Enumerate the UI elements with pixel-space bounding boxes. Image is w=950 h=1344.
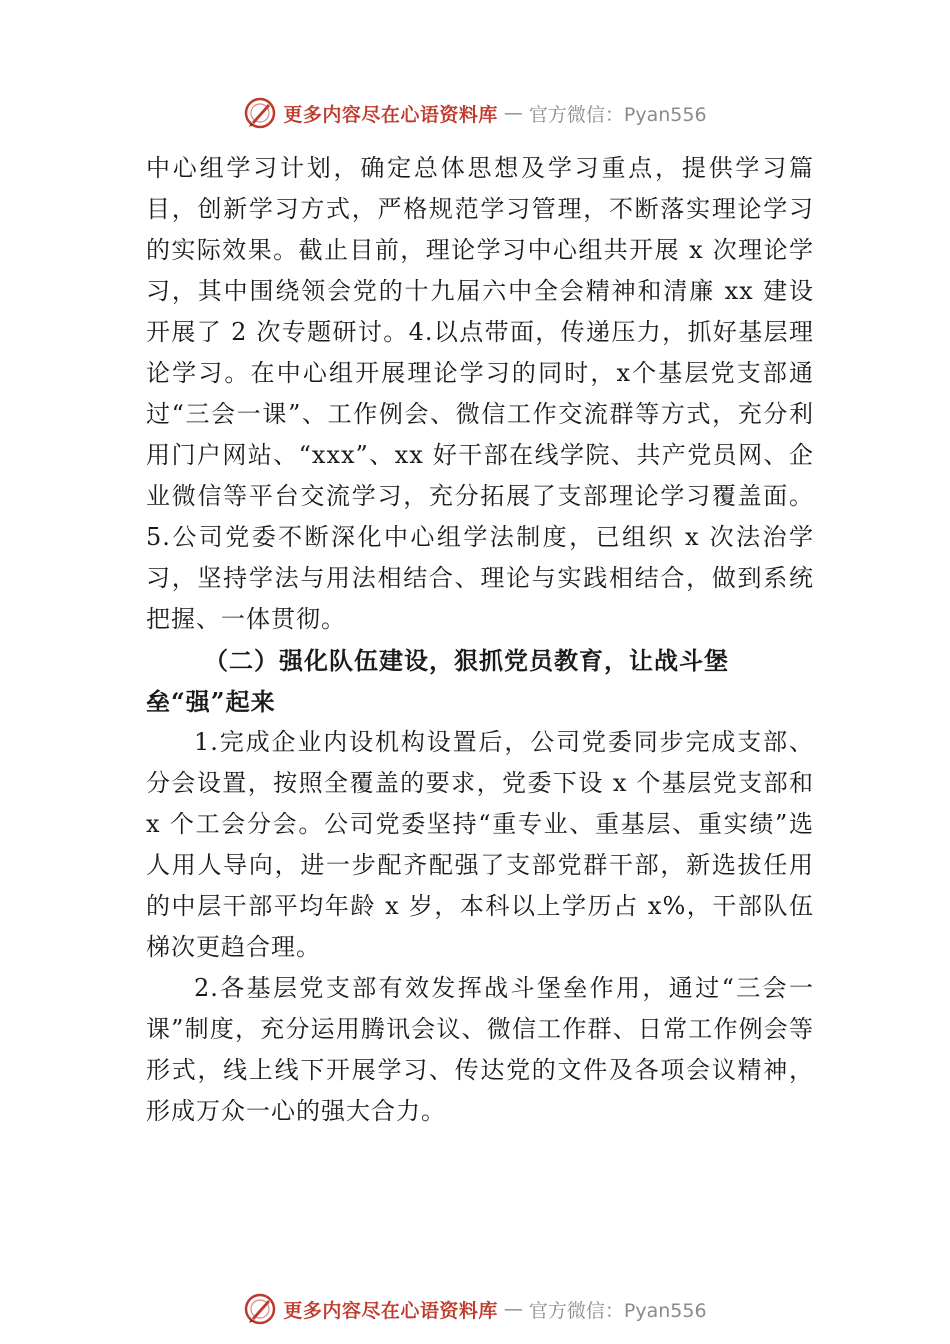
watermark-separator: —: [503, 102, 523, 124]
brush-logo-icon: [243, 96, 277, 130]
watermark-separator: —: [503, 1298, 523, 1320]
footer-watermark: [0, 1292, 950, 1326]
brush-logo-icon: [243, 1292, 277, 1326]
section-heading: （二）强化队伍建设，狠抓党员教育，让战斗堡垒“强”起来: [146, 646, 729, 716]
watermark-brand: 更多内容尽在心语资料库: [283, 1299, 498, 1322]
paragraph-point-2: 2.各基层党支部有效发挥战斗堡垒作用，通过“三会一课”制度，充分运用腾讯会议、微信工作群、日常工作例会等形式，线上线下开展学习、传达党的文件及各项会议精神，形成万众一心的强大合力。: [146, 974, 814, 1125]
paragraph-study-plan: 中心组学习计划，确定总体思想及学习重点，提供学习篇目，创新学习方式，严格规范学习管理，不断落实理论学习的实际效果。截止目前，理论学习中心组共开展 x 次理论学习，其中围绕领会党的十九届六中全会精神和清廉 xx 建设开展了 2 次专题研讨。4.以点带面，传递压力，抓好基层理论学习。在中心组开展理论学习的同时，x个基层党支部通过“三会一课”、工作例会、微信工作交流群等方式，充分利用门户网站、“xxx”、xx 好干部在线学院、共产党员网、企业微信等平台交流学习，充分拓展了支部理论学习覆盖面。5.公司党委不断深化中心组学法制度，已组织 x 次法治学习，坚持学法与用法相结合、理论与实践相结合，做到系统把握、一体贯彻。: [146, 154, 814, 633]
header-watermark: [0, 96, 950, 130]
watermark-brand: 更多内容尽在心语资料库: [283, 103, 498, 126]
watermark-contact: 官方微信：Pyan556: [528, 103, 707, 126]
watermark-contact: 官方微信：Pyan556: [528, 1299, 707, 1322]
document-body: [146, 148, 814, 1132]
paragraph-point-1: 1.完成企业内设机构设置后，公司党委同步完成支部、分会设置，按照全覆盖的要求，党委下设 x 个基层党支部和 x 个工会分会。公司党委坚持“重专业、重基层、重实绩”选人用人导向，进一步配齐配强了支部党群干部，新选拔任用的中层干部平均年龄 x 岁，本科以上学历占 x%，干部队伍梯次更趋合理。: [146, 728, 814, 961]
